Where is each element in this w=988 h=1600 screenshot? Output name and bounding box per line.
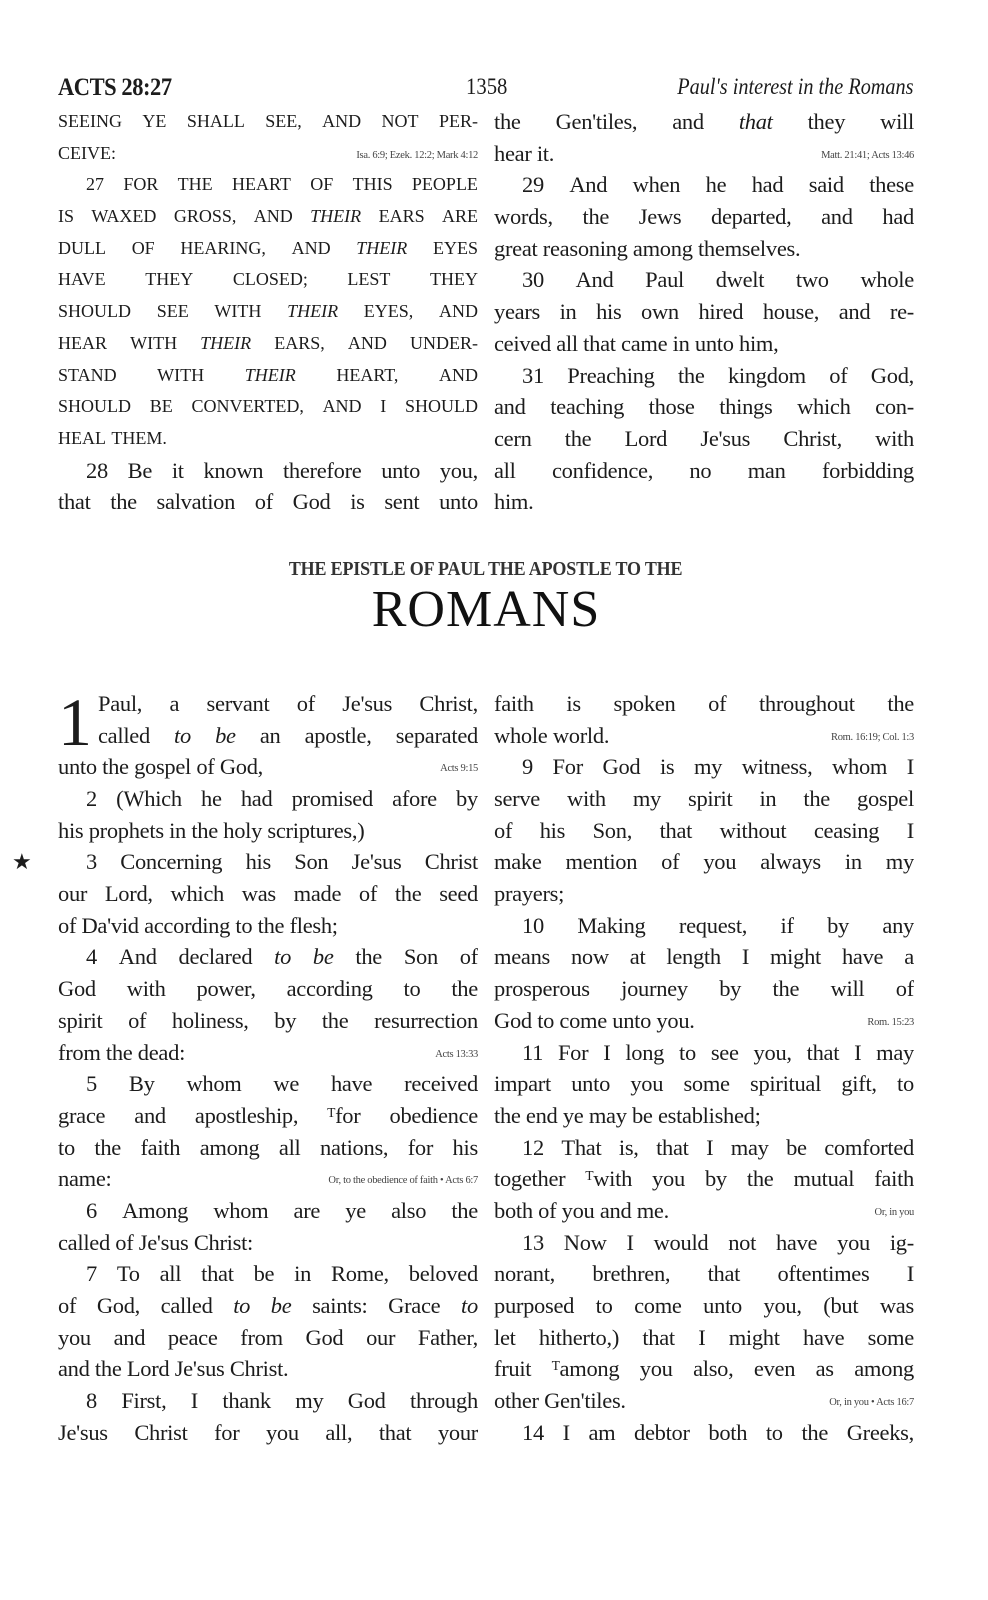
text-line: of God, called to be saints: Grace to <box>58 1293 478 1318</box>
text-line: ★ 3 Concerning his Son Je'sus Christ <box>58 846 478 878</box>
text-line: 9 For God is my witness, whom I <box>522 754 914 780</box>
text-line: 4 And declared to be the Son of <box>86 944 478 970</box>
text-line: 10 Making request, if by any <box>522 912 914 938</box>
page-topic: Paul's interest in the Romans <box>677 74 914 99</box>
chapter-number: 1 <box>58 683 92 760</box>
page-number: 1358 <box>466 74 508 99</box>
text-line: 7 To all that be in Rome, beloved <box>86 1261 478 1287</box>
text-line: years in his own hired house, and re- <box>494 299 914 325</box>
text-line: spirit of holiness, by the resurrection <box>58 1007 478 1033</box>
text-line: to the faith among all nations, for his <box>58 1134 478 1160</box>
text-line: the end ye may be established; <box>494 1102 761 1128</box>
text-line: unto the gospel of God, Acts 9:15 <box>58 751 478 783</box>
text-line: 28 Be it known therefore unto you, <box>86 457 478 483</box>
text-line: 30 And Paul dwelt two whole <box>522 267 914 293</box>
text-line: prayers; <box>494 881 565 907</box>
text-line: 12 That is, that I may be comforted <box>522 1134 914 1160</box>
text-line: whole world. Rom. 16:19; Col. 1:3 <box>494 720 914 752</box>
cross-reference: Acts 13:33 <box>435 1048 478 1060</box>
romans-section <box>12 683 914 1449</box>
text-line: great reasoning among themselves. <box>494 235 801 261</box>
text-line: HEAR WITH THEIR EARS, AND UNDER- <box>58 332 478 353</box>
star-marker-icon: ★ <box>12 849 32 875</box>
text-line: 8 First, I thank my God through <box>86 1388 478 1414</box>
text-line: HAVE THEY CLOSED; LEST THEY <box>58 269 478 290</box>
text-line: called of Je'sus Christ: <box>58 1229 253 1255</box>
book-subtitle: THE EPISTLE OF PAUL THE APOSTLE TO THE <box>289 557 683 580</box>
romans-left-column <box>12 683 478 1449</box>
text-line: fruit ᵀamong you also, even as among <box>494 1356 914 1382</box>
acts-right-column <box>494 106 914 518</box>
text-line: from the dead: Acts 13:33 <box>58 1037 478 1069</box>
cross-reference: Or, in you • Acts 16:7 <box>829 1397 914 1409</box>
text-line: the Gen'tiles, and that they will <box>494 109 914 134</box>
text-line: our Lord, which was made of the seed <box>58 881 478 907</box>
text-line: his prophets in the holy scriptures,) <box>58 817 365 843</box>
text-line: and teaching those things which con- <box>494 394 914 420</box>
text-line: of Da'vid according to the flesh; <box>58 912 338 938</box>
book-title-block <box>58 558 914 688</box>
cross-reference: Rom. 16:19; Col. 1:3 <box>831 731 914 743</box>
text-line: 29 And when he had said these <box>522 172 914 198</box>
cross-reference: Or, to the obedience of faith • Acts 6:7 <box>328 1175 478 1187</box>
acts-section <box>58 106 914 518</box>
text-line: 27 FOR THE HEART OF THIS PEOPLE <box>86 174 478 195</box>
book-title: ROMANS <box>371 580 601 638</box>
text-line: of his Son, that without ceasing I <box>494 817 914 843</box>
text-line: serve with my spirit in the gospel <box>494 786 914 811</box>
text-line: SHOULD SEE WITH THEIR EYES, AND <box>58 301 478 322</box>
cross-reference: Or, in you <box>874 1206 914 1218</box>
text-line: 14 I am debtor both to the Greeks, <box>522 1419 914 1445</box>
text-line: let hitherto,) that I might have some <box>494 1324 914 1350</box>
text-line: STAND WITH THEIR HEART, AND <box>58 364 478 385</box>
text-line: all confidence, no man forbidding <box>494 457 914 483</box>
text-line: SHOULD BE CONVERTED, AND I SHOULD <box>58 396 478 417</box>
text-line: 31 Preaching the kingdom of God, <box>522 362 914 388</box>
text-line: ceived all that came in unto him, <box>494 330 779 356</box>
cross-reference: Matt. 21:41; Acts 13:46 <box>821 149 914 161</box>
text-line: make mention of you always in my <box>494 849 914 875</box>
text-line: 11 For I long to see you, that I may <box>522 1039 914 1065</box>
cross-reference: Rom. 15:23 <box>867 1016 914 1028</box>
text-line: hear it. Matt. 21:41; Acts 13:46 <box>494 138 914 170</box>
chapter-verse-reference: ACTS 28:27 <box>58 74 172 101</box>
text-line: grace and apostleship, ᵀfor obedience <box>58 1102 478 1128</box>
text-line: 5 By whom we have received <box>86 1071 478 1097</box>
text-line: norant, brethren, that oftentimes I <box>494 1261 914 1287</box>
bible-page <box>12 70 914 1448</box>
text-line: and the Lord Je'sus Christ. <box>58 1356 289 1382</box>
acts-left-column <box>58 106 478 518</box>
text-line: 13 Now I would not have you ig- <box>522 1229 914 1255</box>
text-line: prosperous journey by the will of <box>494 976 914 1002</box>
cross-reference: Isa. 6:9; Ezek. 12:2; Mark 4:12 <box>356 149 478 161</box>
text-line: both of you and me. Or, in you <box>494 1195 914 1227</box>
text-line: him. <box>494 489 534 515</box>
text-line: that the salvation of God is sent unto <box>58 489 478 515</box>
text-line: words, the Jews departed, and had <box>494 204 914 230</box>
text-line: Je'sus Christ for you all, that your <box>58 1419 478 1445</box>
text-line: purposed to come unto you, (but was <box>494 1293 914 1318</box>
text-line: 6 Among whom are ye also the <box>86 1197 478 1223</box>
text-line: means now at length I might have a <box>494 944 914 970</box>
text-line: SEEING YE SHALL SEE, AND NOT PER- <box>58 111 478 131</box>
text-line: HEAL THEM. <box>58 427 167 448</box>
text-line: CEIVE: Isa. 6:9; Ezek. 12:2; Mark 4:12 <box>58 138 478 170</box>
text-line: IS WAXED GROSS, AND THEIR EARS ARE <box>58 206 478 227</box>
romans-right-column <box>494 688 914 1449</box>
text-line: 2 (Which he had promised afore by <box>86 786 478 811</box>
text-line: faith is spoken of throughout the <box>494 690 914 716</box>
text-line: other Gen'tiles. Or, in you • Acts 16:7 <box>494 1385 914 1417</box>
text-line: together ᵀwith you by the mutual faith <box>494 1166 914 1192</box>
text-line: God to come unto you. Rom. 15:23 <box>494 1005 914 1037</box>
text-line: God with power, according to the <box>58 976 478 1002</box>
text-line: cern the Lord Je'sus Christ, with <box>494 425 914 451</box>
running-head <box>58 70 914 106</box>
text-line: impart unto you some spiritual gift, to <box>494 1071 914 1097</box>
text-line: name: Or, to the obedience of faith • Acts 6:7 <box>58 1163 478 1195</box>
cross-reference: Acts 9:15 <box>440 763 478 775</box>
text-line: you and peace from God our Father, <box>58 1324 478 1350</box>
text-line: Paul, a servant of Je'sus Christ, <box>98 690 478 716</box>
text-line: called to be an apostle, separated <box>98 722 478 748</box>
text-line: DULL OF HEARING, AND THEIR EYES <box>58 237 478 258</box>
